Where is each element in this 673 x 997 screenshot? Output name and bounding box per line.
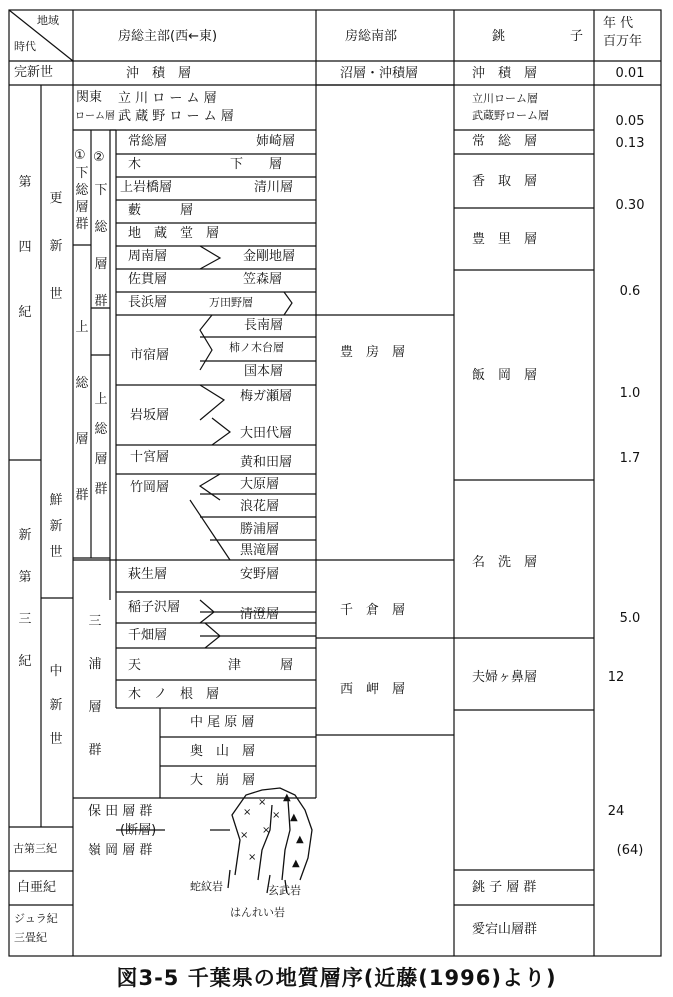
age-label: 1.7 bbox=[619, 451, 641, 466]
main-sanuki: 佐貫層 bbox=[128, 272, 168, 287]
group-miura: 三浦層群 bbox=[88, 614, 102, 758]
main-inakozawa: 稲子沢層 bbox=[128, 600, 181, 615]
svg-text:×: × bbox=[258, 797, 267, 808]
svg-text:▲: ▲ bbox=[290, 812, 298, 823]
age-label: (64) bbox=[616, 843, 644, 858]
choshi-myobugahana: 夫婦ヶ鼻層 bbox=[472, 670, 538, 685]
svg-text:×: × bbox=[262, 825, 271, 836]
main-okuyama: 奥 山 層 bbox=[190, 744, 256, 759]
main-kamiiwahashi: 上岩橋層 bbox=[120, 180, 173, 195]
age-label: 0.6 bbox=[619, 284, 641, 299]
era-cretaceous: 白亜紀 bbox=[17, 880, 57, 895]
svg-text:×: × bbox=[240, 830, 249, 841]
south-boso: 豊 房 層 bbox=[340, 345, 406, 360]
age-label: 0.13 bbox=[615, 136, 645, 151]
main-anno: 安野層 bbox=[240, 567, 280, 582]
region-label: 地域 bbox=[37, 14, 59, 27]
south-nishizaki: 西 岬 層 bbox=[340, 682, 406, 697]
age-label: 24 bbox=[607, 804, 625, 819]
choshi-atagoyama: 愛宕山層群 bbox=[472, 922, 538, 937]
main-amatsu-r: 津 層 bbox=[228, 658, 294, 673]
main-hota: 保 田 層 群 bbox=[88, 804, 153, 819]
era-miocene: 中新世 bbox=[49, 664, 63, 747]
main-kongochi: 金剛地層 bbox=[243, 249, 296, 264]
main-iwasaka: 岩坂層 bbox=[130, 408, 170, 423]
header-south: 房総南部 bbox=[345, 29, 398, 44]
era-jurassic: ジュラ紀 bbox=[14, 912, 58, 925]
svg-text:▲: ▲ bbox=[296, 834, 304, 845]
svg-text:▲: ▲ bbox=[292, 858, 300, 869]
main-kasamori: 笠森層 bbox=[243, 272, 283, 287]
main-nakao: 中 尾 原 層 bbox=[190, 715, 255, 730]
main-amatsu-l: 天 bbox=[128, 658, 142, 673]
svg-text:▲: ▲ bbox=[283, 792, 291, 803]
svg-text:×: × bbox=[243, 807, 252, 818]
group-shimosa: 下総層群 bbox=[75, 166, 89, 232]
main-musashino: 武 蔵 野 ロ ー ム 層 bbox=[118, 109, 234, 124]
main-takeoka: 竹岡層 bbox=[130, 480, 170, 495]
main-nagahama: 長浜層 bbox=[128, 295, 168, 310]
choshi-iioka: 飯 岡 層 bbox=[472, 368, 538, 383]
age-label: 12 bbox=[607, 670, 625, 685]
group-kazusa: 上総層群 bbox=[75, 320, 89, 503]
main-kiyokawa: 清川層 bbox=[254, 180, 294, 195]
era-quaternary: 第四紀 bbox=[18, 175, 32, 320]
group-shimosa-sub-num: ② bbox=[93, 150, 105, 165]
choshi-nago: 名 洗 層 bbox=[472, 555, 538, 570]
south-numa: 沼層・沖積層 bbox=[340, 66, 419, 81]
main-senbata: 千畑層 bbox=[128, 628, 168, 643]
figure-caption: 図3-5 千葉県の地質層序(近藤(1996)より) bbox=[116, 966, 557, 990]
main-kiyosumi: 清澄層 bbox=[240, 607, 280, 622]
main-jizodo: 地 蔵 堂 層 bbox=[128, 226, 220, 241]
header-choshi: 銚 子 bbox=[492, 29, 610, 44]
main-otadai: 大田代層 bbox=[240, 426, 293, 441]
era-pleistocene: 更新世 bbox=[49, 191, 63, 302]
svg-text:×: × bbox=[272, 810, 281, 821]
main-kinoshita-r: 下 層 bbox=[230, 157, 283, 172]
main-okuzure: 大 崩 層 bbox=[190, 773, 256, 788]
choshi-tachikawa: 立川ローム層 bbox=[472, 92, 538, 105]
group-kazusa-sub: 上総層群 bbox=[94, 392, 108, 497]
main-chonan: 長南層 bbox=[244, 318, 284, 333]
svg-text:×: × bbox=[248, 852, 257, 863]
main-kakinokidai: 柿ノ木台層 bbox=[229, 341, 284, 354]
main-anesaki: 姉崎層 bbox=[256, 134, 296, 149]
age-label: 0.01 bbox=[615, 66, 645, 81]
age-label: 0.30 bbox=[615, 198, 645, 213]
choshi-joso: 常 総 層 bbox=[472, 134, 538, 149]
group-kanto-loam-1: 関東 bbox=[76, 90, 103, 105]
choshi-musashino: 武蔵野ローム層 bbox=[472, 109, 549, 122]
main-hagyu: 萩生層 bbox=[128, 567, 168, 582]
main-kinone: 木 ノ 根 層 bbox=[128, 687, 220, 702]
main-okiseki: 沖 積 層 bbox=[126, 66, 192, 81]
era-pliocene: 鮮新世 bbox=[49, 493, 63, 560]
main-yabu: 藪 層 bbox=[128, 203, 194, 218]
main-serpentinite: 蛇紋岩 bbox=[190, 880, 223, 893]
age-label: 5.0 bbox=[619, 611, 641, 626]
main-kurotaki: 黒滝層 bbox=[240, 543, 280, 558]
main-kokumoto: 国本層 bbox=[244, 364, 284, 379]
era-holocene: 完新世 bbox=[14, 65, 54, 80]
main-mandano: 万田野層 bbox=[209, 296, 253, 309]
group-shimosa-sub: 下総層群 bbox=[94, 183, 108, 309]
main-ohara: 大原層 bbox=[240, 477, 280, 492]
main-namihana: 浪花層 bbox=[240, 499, 280, 514]
main-mineoka: 嶺 岡 層 群 bbox=[88, 843, 153, 858]
age-label: 0.05 bbox=[615, 114, 645, 129]
era-neogene: 新第三紀 bbox=[18, 528, 32, 669]
choshi-okiseki: 沖 積 層 bbox=[472, 66, 538, 81]
group-shimosa-num: ① bbox=[74, 148, 86, 163]
south-chikura: 千 倉 層 bbox=[340, 603, 406, 618]
main-fault: (断層) bbox=[120, 823, 157, 838]
main-basalt: 玄武岩 bbox=[268, 884, 301, 897]
main-joso: 常総層 bbox=[128, 134, 168, 149]
age-label: 1.0 bbox=[619, 386, 641, 401]
main-umegase: 梅ガ瀬層 bbox=[240, 389, 293, 404]
main-hanreigan: はんれい岩 bbox=[230, 906, 285, 919]
choshi-katori: 香 取 層 bbox=[472, 174, 538, 189]
era-label: 時代 bbox=[14, 40, 36, 53]
header-main: 房総主部(西←東) bbox=[118, 29, 218, 44]
choshi-group: 銚 子 層 群 bbox=[472, 880, 537, 895]
main-shunan: 周南層 bbox=[128, 249, 168, 264]
main-tachikawa: 立 川 ロ ー ム 層 bbox=[118, 91, 217, 106]
main-ichijuku: 市宿層 bbox=[130, 348, 170, 363]
era-paleogene: 古第三紀 bbox=[13, 842, 57, 855]
main-kinoshita-l: 木 bbox=[128, 157, 142, 172]
header-age-1: 年 代 bbox=[603, 16, 634, 31]
choshi-toyosato: 豊 里 層 bbox=[472, 232, 538, 247]
group-kanto-loam-2: ローム層 bbox=[75, 111, 115, 122]
main-jumiya: 十宮層 bbox=[130, 450, 170, 465]
main-kiwada: 黄和田層 bbox=[240, 455, 293, 470]
main-katsuura: 勝浦層 bbox=[240, 522, 280, 537]
era-triassic: 三畳紀 bbox=[14, 931, 47, 944]
header-age-2: 百万年 bbox=[603, 34, 643, 49]
